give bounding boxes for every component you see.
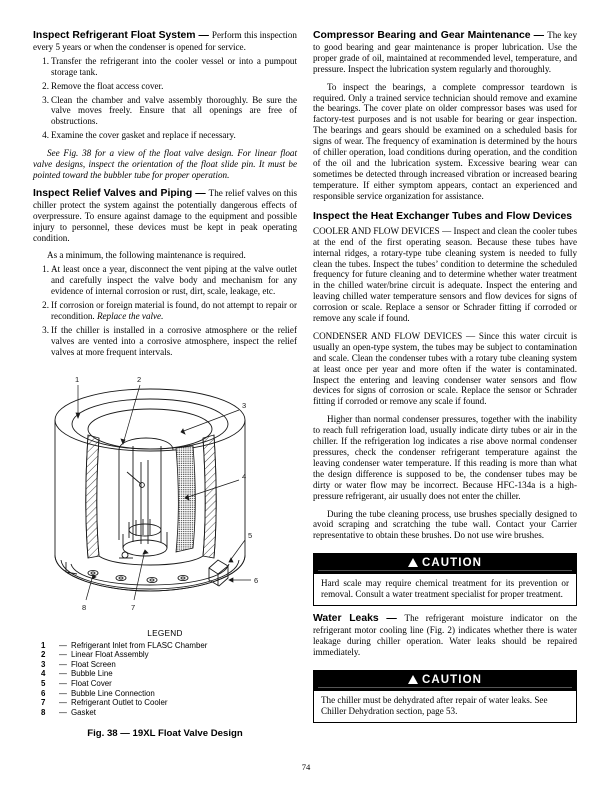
callout-5: 5 bbox=[248, 530, 253, 540]
callout-2: 2 bbox=[137, 374, 142, 384]
legend-dash: — bbox=[59, 669, 67, 679]
compressor-teardown-paragraph: To inspect the bearings, a complete compressor teardown is required. Only a trained service technician should remove and examine the bearings. The cover plate on older compressor bases was used for factory-test purposes and is not usable for bearing or gear inspection. The bearings and gears should be examined on a scheduled basis for signs of wear. The frequency of examination is determined by the hours of chiller operation, load conditions during operation, and the condition of the oil and the lubrication system. Excessive bearing wear can sometimes be detected through increased vibration or increased bearing temperature. If either symptom appears, contact an experienced and responsible service organization for assistance. bbox=[313, 81, 577, 201]
section-water-leaks bbox=[313, 613, 577, 658]
legend-dash: — bbox=[59, 707, 67, 717]
legend-label: Refrigerant Inlet from FLASC Chamber bbox=[71, 640, 208, 650]
section-inspect-refrigerant-float-system bbox=[33, 30, 297, 53]
heading-compressor-bearing-and-gear-maintenance: Compressor Bearing and Gear Maintenance bbox=[313, 30, 531, 41]
legend-dash: — bbox=[59, 698, 67, 708]
subheading-dash: — bbox=[439, 225, 454, 236]
legend-label: Linear Float Assembly bbox=[71, 650, 149, 660]
legend-dash: — bbox=[59, 688, 67, 698]
legend-number: 5 bbox=[41, 678, 46, 688]
legend-label: Gasket bbox=[71, 707, 96, 717]
legend-dash: — bbox=[59, 678, 67, 688]
caution-box-hard-scale bbox=[313, 553, 577, 606]
condenser-flow-text: Since this water circuit is usually an open-type system, the tubes may be subject to contamination and scale. Clean the condenser tubes with a rotary tube cleaning system at least once per year and more often if the water is contaminated. Inspect the entering and leaving condenser water sensors and flow devices for signs of corrosion or scale. Replace the sensor or Schrader fitting if corroded or remove any scale if found. bbox=[313, 330, 577, 407]
list-item-number: 2. bbox=[42, 80, 49, 91]
relief-valve-step-list bbox=[33, 264, 297, 357]
compressor-intro-text: The key to good bearing and gear maintenance is proper lubrication. Use the proper grade of oil, maintained at recommended level, temperature, and pressure. Inspect the lubrication system regularly and thoroughly. bbox=[313, 30, 577, 74]
callout-1: 1 bbox=[75, 374, 80, 384]
heading-water-leaks: Water Leaks bbox=[313, 613, 379, 625]
list-item-text: Remove the float access cover. bbox=[51, 80, 164, 91]
legend-row bbox=[41, 698, 207, 708]
heading-dash: — bbox=[530, 30, 548, 41]
legend-title: LEGEND bbox=[147, 628, 183, 638]
legend-row bbox=[41, 660, 207, 670]
condenser-and-flow-devices-paragraph bbox=[313, 331, 577, 407]
legend-number: 6 bbox=[41, 688, 46, 698]
heading-dash: — bbox=[378, 613, 405, 625]
list-item-number: 1. bbox=[42, 264, 49, 275]
legend-row bbox=[41, 650, 207, 660]
water-leaks-text: The refrigerant moisture indicator on the refrigerant motor cooling line (Fig. 2) indicates whether there is water leakage during chiller operation. Water leaks should be repaired immediately. bbox=[313, 613, 577, 657]
list-item-number: 3. bbox=[42, 94, 49, 105]
list-item-italic-tail: Replace the valve. bbox=[96, 310, 164, 321]
legend-number: 3 bbox=[41, 659, 46, 669]
legend-dash: — bbox=[59, 640, 67, 650]
legend-label: Float Cover bbox=[71, 678, 112, 688]
list-item-number: 2. bbox=[42, 300, 49, 311]
subheading-cooler-and-flow-devices: COOLER AND FLOW DEVICES bbox=[313, 225, 440, 236]
caution-title: CAUTION bbox=[421, 673, 483, 686]
section-inspect-relief-valves bbox=[33, 188, 297, 244]
left-column bbox=[33, 30, 297, 739]
heading-dash: — bbox=[195, 30, 212, 41]
heading-dash: — bbox=[192, 187, 209, 199]
callout-4: 4 bbox=[242, 471, 247, 481]
list-item bbox=[33, 56, 297, 78]
heading-inspect-refrigerant-float-system: Inspect Refrigerant Float System bbox=[33, 30, 196, 41]
legend-number: 2 bbox=[41, 650, 46, 660]
section2-intro-text: The relief valves on this chiller protect the system against the potentially dangerous effects of overpressure. To ensure against damage to the equipment and possible injury to personnel, these devices must be kept in peak operating condition. bbox=[33, 187, 298, 243]
relief-valve-lead-in: As a minimum, the following maintenance is required. bbox=[47, 250, 246, 261]
list-item bbox=[33, 95, 297, 128]
list-item bbox=[33, 130, 297, 141]
legend-number: 8 bbox=[41, 707, 46, 717]
callout-8: 8 bbox=[82, 602, 87, 612]
legend-label: Bubble Line bbox=[71, 669, 113, 679]
callout-3: 3 bbox=[242, 400, 247, 410]
legend-row bbox=[41, 689, 207, 699]
float-valve-cutaway-drawing bbox=[33, 372, 297, 627]
figure-legend-table bbox=[41, 641, 207, 718]
callout-6: 6 bbox=[254, 575, 259, 585]
float-system-step-list bbox=[33, 56, 297, 141]
legend-number: 1 bbox=[41, 640, 46, 650]
caution-body-text: Hard scale may require chemical treatment for its prevention or removal. Consult a water treatment specialist for proper treatment. bbox=[313, 574, 577, 606]
warning-triangle-icon bbox=[408, 558, 418, 567]
list-item bbox=[33, 264, 297, 297]
legend-label: Refrigerant Outlet to Cooler bbox=[71, 698, 168, 708]
caution-bar-inner-rule bbox=[318, 570, 572, 571]
list-item-number: 4. bbox=[42, 130, 49, 141]
legend-dash: — bbox=[59, 650, 67, 660]
right-column bbox=[313, 30, 577, 723]
caution-box-dehydration bbox=[313, 670, 577, 723]
warning-triangle-icon bbox=[408, 675, 418, 684]
list-item-text: Clean the chamber and valve assembly thoroughly. Be sure the valve moves freely. Ensure that all openings are free of obstructions. bbox=[51, 94, 297, 127]
list-item-number: 3. bbox=[42, 324, 49, 335]
float-system-closing-note: See Fig. 38 for a view of the float valve design. For linear float valve designs, inspect the orientation of the float slide pin. It must be pointed toward the bubbler tube for proper operation. bbox=[33, 148, 297, 180]
list-item bbox=[33, 81, 297, 92]
page-number: 74 bbox=[301, 762, 311, 772]
list-item-number: 1. bbox=[42, 55, 49, 66]
legend-row bbox=[41, 669, 207, 679]
list-item-text: If the chiller is installed in a corrosive atmosphere or the relief valves are vented into a corrosive atmosphere, inspect the relief valves at more frequent intervals. bbox=[51, 324, 297, 357]
figure-caption: Fig. 38 — 19XL Float Valve Design bbox=[87, 728, 243, 740]
list-item-text: Transfer the refrigerant into the cooler vessel or into a pumpout storage tank. bbox=[51, 55, 297, 77]
legend-dash: — bbox=[59, 659, 67, 669]
subheading-dash: — bbox=[462, 330, 479, 341]
heading-inspect-relief-valves-and-piping: Inspect Relief Valves and Piping bbox=[33, 187, 193, 199]
list-item bbox=[33, 300, 297, 322]
legend-number: 7 bbox=[41, 698, 46, 708]
caution-bar-inner-rule bbox=[318, 687, 572, 688]
caution-header-bar bbox=[313, 553, 577, 574]
section1-intro-text: Perform this inspection every 5 years or when the condenser is opened for service. bbox=[33, 30, 297, 52]
legend-label: Bubble Line Connection bbox=[71, 688, 155, 698]
figure-38-illustration bbox=[33, 372, 297, 627]
cooler-flow-text: Inspect and clean the cooler tubes at the end of the first operating season. Because these tubes have internal ridges, a rotary-type tube cleaning system is needed to fully clean the tubes. Inspect the tubes’ condition to determine the scheduled frequency for future cleaning and to determine whether water treatment in the chilled water/brine circuit is adequate. Inspect the entering and leaving chilled water temperature sensors and flow devices for signs of corrosion or scale. Replace a sensor or Schrader fitting if corroded or remove any scale if found. bbox=[313, 225, 578, 324]
section-compressor-bearing-gear-maintenance bbox=[313, 30, 577, 75]
cooler-and-flow-devices-paragraph bbox=[313, 226, 577, 324]
legend-row bbox=[41, 641, 207, 651]
condenser-pressure-paragraph: Higher than normal condenser pressures, together with the inability to reach full refrigeration load, usually indicate dirty tubes or air in the chiller. If the refrigeration log indicates a rise above normal condenser pressures, check the condenser refrigerant temperature against the leaving condenser water temperature. If this reading is more than what the design difference is supposed to be, the condenser tubes may be dirty or water flow may be incorrect. Because HFC-134a is a high-pressure refrigerant, air usually does not enter the chiller. bbox=[313, 414, 577, 501]
tube-cleaning-brushes-paragraph: During the tube cleaning process, use brushes specially designed to avoid scraping and scratching the tube wall. Contact your Carrier representative to obtain these brushes. Do not use wire brushes. bbox=[313, 508, 577, 541]
subheading-condenser-and-flow-devices: CONDENSER AND FLOW DEVICES bbox=[313, 330, 463, 341]
legend-row bbox=[41, 708, 207, 718]
list-item-text: Examine the cover gasket and replace if necessary. bbox=[51, 130, 236, 141]
list-item-text: At least once a year, disconnect the vent piping at the valve outlet and carefully inspect the valve body and mechanism for any evidence of internal corrosion or rust, dirt, scale, leakage, etc. bbox=[51, 264, 297, 297]
list-item bbox=[33, 325, 297, 358]
callout-7: 7 bbox=[131, 602, 136, 612]
legend-number: 4 bbox=[41, 669, 46, 679]
caution-body-text: The chiller must be dehydrated after repair of water leaks. See Chiller Dehydration section, page 53. bbox=[313, 691, 577, 723]
legend-row bbox=[41, 679, 207, 689]
legend-label: Float Screen bbox=[71, 659, 116, 669]
list-item-text: If corrosion or foreign material is found, do not attempt to repair or recondition. bbox=[51, 300, 297, 321]
caution-title: CAUTION bbox=[421, 557, 483, 570]
heading-inspect-heat-exchanger-tubes: Inspect the Heat Exchanger Tubes and Flow Devices bbox=[313, 210, 573, 222]
caution-header-bar bbox=[313, 670, 577, 691]
